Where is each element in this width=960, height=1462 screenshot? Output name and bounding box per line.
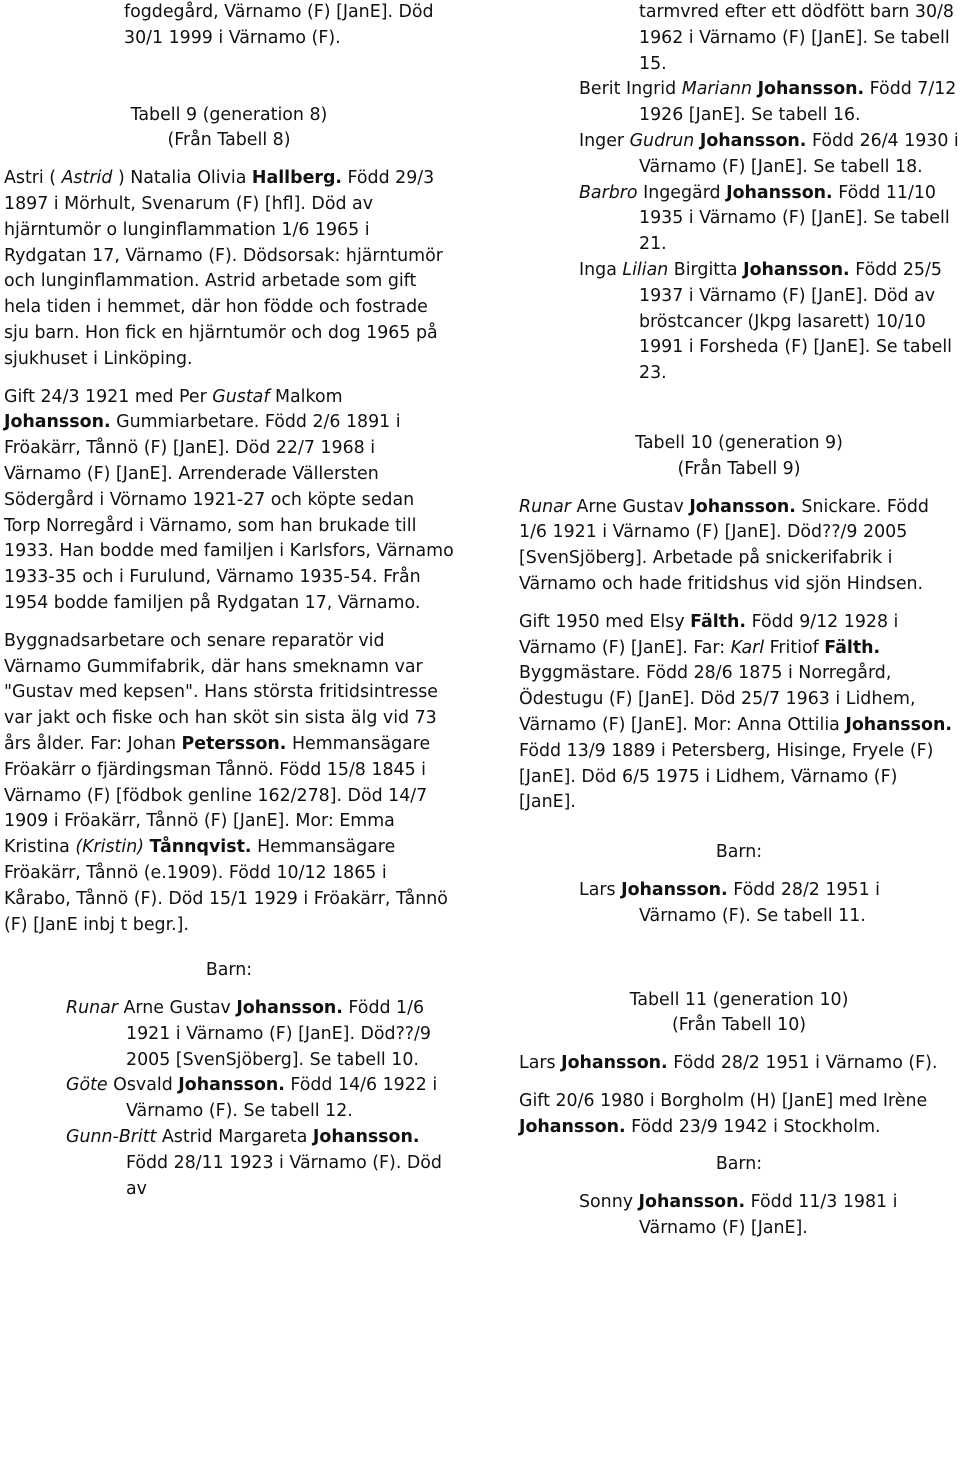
person-entry-lars: Lars Johansson. Född 28/2 1951 i Värnamo (F). xyxy=(519,1053,938,1074)
list-item: Sonny Johansson. Född 11/3 1981 i Värnamo (F) [JanE]. xyxy=(579,1192,898,1239)
list-item: Barbro Ingegärd Johansson. Född 11/10 1935 i Värnamo (F) [JanE]. Se tabell 21. xyxy=(579,182,950,255)
children-list xyxy=(4,996,454,1202)
continued-entry: fogdegård, Värnamo (F) [JanE]. Död 30/1 1999 i Värnamo (F). xyxy=(124,2,434,48)
table-source: (Från Tabell 9) xyxy=(677,458,801,479)
list-item: Inga Lilian Birgitta Johansson. Född 25/5 1937 i Värnamo (F) [JanE]. Död av bröstcancer (Jkpg lasarett) 10/10 1991 i Forsheda (F) [JanE]. Se tabell 23. xyxy=(579,259,952,384)
list-item: Lars Johansson. Född 28/2 1951 i Värnamo (F). Se tabell 11. xyxy=(579,879,881,926)
list-item: Runar Arne Gustav Johansson. Född 1/6 1921 i Värnamo (F) [JanE]. Död??/9 2005 [SvenSjöberg]. Se tabell 10. xyxy=(66,998,431,1070)
marriage-entry: Gift 20/6 1980 i Borgholm (H) [JanE] med Irène Johansson. Född 23/9 1942 i Stockholm. xyxy=(519,1090,928,1137)
children-list xyxy=(519,1190,959,1242)
marriage-entry: Gift 1950 med Elsy Fälth. Född 9/12 1928 i Värnamo (F) [JanE]. Far: Karl Fritiof Fälth. Byggmästare. Född 28/6 1875 i Norregård, Ödestugu (F) [JanE]. Död 25/7 1963 i Lidhem, Värnamo (F) [JanE]. Mor: Anna Ottilia Johansson. Född 13/9 1889 i Petersberg, Hisinge, Fryele (F) [JanE]. Död 6/5 1975 i Lidhem, Värnamo (F) [JanE]. xyxy=(519,611,952,813)
children-label: Barn: xyxy=(715,1154,763,1175)
children-label: Barn: xyxy=(205,960,253,981)
list-item: Berit Ingrid Mariann Johansson. Född 7/12 1926 [JanE]. Se tabell 16. xyxy=(579,79,957,126)
table-source: (Från Tabell 8) xyxy=(167,130,291,151)
table-heading-10 xyxy=(519,431,959,483)
table-title: Tabell 11 (generation 10) xyxy=(629,989,849,1010)
table-title: Tabell 10 (generation 9) xyxy=(635,432,843,453)
children-label: Barn: xyxy=(715,842,763,863)
list-item: Inger Gudrun Johansson. Född 26/4 1930 i Värnamo (F) [JanE]. Se tabell 18. xyxy=(579,130,959,177)
table-heading-9 xyxy=(4,103,454,155)
children-list xyxy=(519,878,959,930)
list-item: Göte Osvald Johansson. Född 14/6 1922 i Värnamo (F). Se tabell 12. xyxy=(66,1075,438,1122)
right-column xyxy=(519,0,959,1242)
marriage-entry: Gift 24/3 1921 med Per Gustaf Malkom Johansson. Gummiarbetare. Född 2/6 1891 i Fröakärr, Tånnö (F) [JanE]. Död 22/7 1968 i Värnamo (F) [JanE]. Arrenderade Vällersten Södergård i Vörnamo 1921-27 och köpte sedan Torp Norregård i Värnamo, som han brukade till 1933. Han bodde med familjen i Karlsfors, Värnamo 1933-35 och i Furulund, Värnamo 1935-54. Från 1954 bodde familjen på Rydgatan 17, Värnamo. xyxy=(4,386,454,613)
continued-entry: tarmvred efter ett dödfött barn 30/8 1962 i Värnamo (F) [JanE]. Se tabell 15. xyxy=(639,2,954,74)
table-title: Tabell 9 (generation 8) xyxy=(130,104,328,125)
table-source: (Från Tabell 10) xyxy=(671,1015,807,1036)
person-entry-astrid: Astri ( Astrid ) Natalia Olivia Hallberg. Född 29/3 1897 i Mörhult, Svenarum (F) [hfl]. Död av hjärntumör o lunginflammation 1/6 1965 i Rydgatan 17, Värnamo (F). Dödsorsak: hjärntumör och lunginflammation. Astrid arbetade som gift hela tiden i hemmet, där hon födde och fostrade sju barn. Hon fick en hjärntumör och dog 1965 på sjukhuset i Linköping. xyxy=(4,168,443,369)
left-column xyxy=(4,0,454,1202)
person-entry-runar: Runar Arne Gustav Johansson. Snickare. Född 1/6 1921 i Värnamo (F) [JanE]. Död??/9 2005 [SvenSjöberg]. Arbetade på snickerifabrik i Värnamo och hade fritidshus vid sjön Hindsen. xyxy=(519,496,929,594)
list-item: Gunn-Britt Astrid Margareta Johansson. Född 28/11 1923 i Värnamo (F). Död av xyxy=(66,1127,442,1199)
table-heading-11 xyxy=(519,988,959,1040)
children-list-continued xyxy=(519,77,959,387)
occupation-entry: Byggnadsarbetare och senare reparatör vid Värnamo Gummifabrik, där hans smeknamn var "Gustav med kepsen". Hans största fritidsintresse var jakt och fiske och han sköt sin sista älg vid 73 års ålder. Far: Johan Petersson. Hemmansägare Fröakärr o fjärdingsman Tånnö. Född 15/8 1845 i Värnamo (F) [födbok genline 162/278]. Död 14/7 1909 i Fröakärr, Tånnö (F) [JanE]. Mor: Emma Kristina (Kristin) Tånnqvist. Hemmansägare Fröakärr, Tånnö (e.1909). Född 10/12 1865 i Kårabo, Tånnö (F). Död 15/1 1929 i Fröakärr, Tånnö (F) [JanE inbj t begr.]. xyxy=(4,630,448,935)
